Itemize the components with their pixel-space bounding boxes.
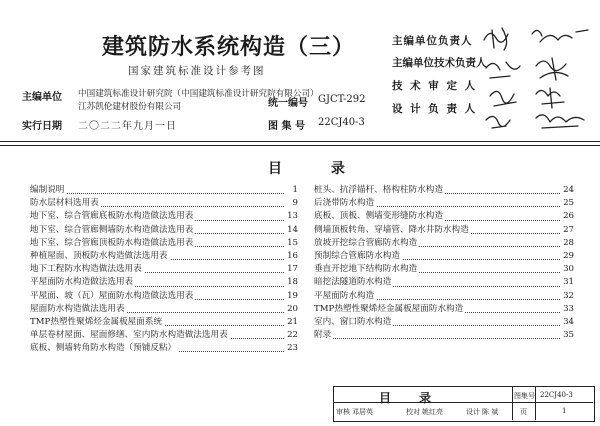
date-value: 二〇二二年九月一日	[78, 121, 177, 132]
toc-entry-title: 侧墙顶板转角、穿墙管、降水井防水构造	[314, 224, 469, 235]
toc-entry-title: 种植屋面、顶板防水构造做法选用表	[30, 250, 168, 261]
toc-entry	[314, 237, 574, 250]
toc-entry-title: 单层卷材屋面、屋面修缮、室内防水构造做法选用表	[30, 330, 228, 341]
title-block-designer-label: 设计	[466, 408, 480, 416]
title-block-page-value: 1	[562, 407, 567, 415]
toc-entry-page: 28	[561, 237, 574, 250]
toc-entry	[30, 342, 298, 355]
atlas-label: 图 集 号	[268, 121, 305, 132]
chief-unit-line-1: 中国建筑标准设计研究院（中国建筑标准设计研究院有限公司）	[78, 89, 319, 99]
header-divider	[0, 141, 600, 142]
toc-entry-title: 垂直开挖地下结构防水构造	[314, 264, 418, 275]
header-divider-thin	[0, 145, 600, 146]
toc-entry-page: 18	[285, 276, 298, 289]
title-block-checker: 姚红亮	[422, 408, 443, 416]
toc-entry-page: 1	[291, 184, 298, 197]
toc-entry	[314, 329, 574, 342]
toc-entry-page: 34	[561, 316, 574, 329]
toc-entry-title: 室内、窗口防水构造	[314, 316, 392, 327]
atlas-value: 22CJ40-3	[318, 117, 365, 128]
chief-unit-label: 主编单位	[22, 92, 62, 103]
responsible-2: 主编单位技术负责人	[392, 57, 487, 69]
toc-entry-page: 30	[561, 263, 574, 276]
toc-entry	[30, 197, 298, 210]
toc-entry-title: 放坡开挖综合管廊防水构造	[314, 237, 418, 248]
title-block-page-label: 页	[520, 408, 527, 416]
title-block-col-2	[535, 386, 536, 420]
title-block-title: 目 录	[379, 391, 444, 405]
toc-entry-title: 地下工程防水构造做法选用表	[30, 264, 142, 275]
toc-entry-page: 35	[561, 329, 574, 342]
toc-entry-title: 预制综合管廊防水构造	[314, 250, 400, 261]
toc-entry-page: 29	[561, 250, 574, 263]
toc-entry-page: 9	[291, 197, 298, 210]
toc-entry-title: 地下室、综合管廊顶板防水构造做法选用表	[30, 237, 194, 248]
toc-entry-page: 22	[285, 329, 298, 342]
title-block-reviewer: 邓居英	[352, 408, 373, 416]
toc-entry-page: 32	[561, 290, 574, 303]
toc-entry-page: 24	[561, 184, 574, 197]
toc-entry-page: 16	[285, 250, 298, 263]
toc-entry-page: 25	[561, 197, 574, 210]
toc-entry-title: 防水层材料选用表	[30, 198, 99, 209]
toc-entry-page: 33	[561, 303, 574, 316]
toc-entry	[314, 316, 574, 329]
toc-left-column	[30, 184, 298, 355]
page-title: 建筑防水系统构造（三）	[102, 35, 356, 60]
title-block-checker-label: 校对	[406, 408, 420, 416]
toc-entry-page: 27	[561, 224, 574, 237]
toc-entry	[30, 276, 298, 289]
toc-entry-title: 地下室、综合管廊底板防水构造做法选用表	[30, 211, 194, 222]
toc-entry-title: 桩头、抗浮锚杆、格构柱防水构造	[314, 185, 443, 195]
toc-entry	[314, 276, 574, 289]
toc-entry	[30, 237, 298, 250]
toc-entry	[30, 250, 298, 263]
toc-entry-page: 26	[561, 210, 574, 223]
page-subtitle: 国家建筑标准设计参考图	[128, 65, 266, 77]
toc-entry-page: 17	[285, 263, 298, 276]
responsible-3: 技 术 审 定 人	[392, 80, 478, 92]
toc-entry	[314, 250, 574, 263]
toc-entry-title: 暗挖法隧道防水构造	[314, 277, 392, 288]
title-block-atlas-label: 图集号	[514, 392, 535, 400]
toc-entry	[30, 303, 298, 316]
toc-entry-page: 20	[285, 303, 298, 316]
toc-entry-title: 地下室、综合管廊侧墙防水构造做法选用表	[30, 224, 194, 235]
code-label: 统一编号	[268, 98, 308, 109]
toc-entry-title: 底板、侧墙转角防水构造（预铺反粘）	[30, 343, 177, 354]
toc-entry-title: TMP热塑性聚烯烃金属板屋面防水构造	[314, 303, 464, 314]
date-label: 实行日期	[22, 121, 62, 132]
toc-entry	[314, 290, 574, 303]
toc-entry	[30, 316, 298, 329]
title-block-reviewer-label: 审核	[336, 408, 350, 416]
toc-entry	[314, 184, 574, 197]
code-value: GJCT-292	[318, 94, 366, 105]
title-block-atlas-value: 22CJ40-3	[540, 391, 573, 399]
chief-unit-line-2: 江苏凯伦建材股份有限公司	[78, 102, 182, 112]
toc-entry	[30, 263, 298, 276]
title-block-col-1	[512, 386, 513, 420]
title-block-designer: 陈 斌	[482, 408, 499, 416]
toc-entry	[314, 197, 574, 210]
toc-entry-title: 编制说明	[30, 185, 65, 195]
toc-leader	[30, 193, 284, 194]
toc-entry-title: 平屋面、坡（瓦）屋面防水构造做法选用表	[30, 290, 194, 301]
toc-entry-page: 15	[285, 237, 298, 250]
toc-entry-page: 31	[561, 276, 574, 289]
toc-entry	[30, 210, 298, 223]
toc-right-column	[314, 184, 574, 342]
responsible-4: 设 计 负 责 人	[392, 103, 478, 115]
toc-entry	[314, 303, 574, 316]
toc-entry	[314, 210, 574, 223]
toc-entry-title: 底板、顶板、侧墙变形缝防水构造	[314, 211, 443, 222]
title-block-row-divider	[333, 402, 593, 403]
toc-entry-page: 21	[285, 316, 298, 329]
responsible-1: 主编单位负责人	[392, 35, 473, 47]
toc-entry-page: 13	[285, 210, 298, 223]
toc-entry	[314, 263, 574, 276]
toc-leader	[314, 338, 560, 339]
toc-entry	[30, 184, 298, 197]
toc-entry-title: 后浇带防水构造	[314, 198, 375, 209]
toc-entry	[30, 329, 298, 342]
toc-entry-page: 14	[285, 224, 298, 237]
toc-entry-page: 19	[285, 290, 298, 303]
toc-entry-title: TMP热塑性聚烯烃金属板屋面系统	[30, 316, 163, 327]
toc-entry	[30, 224, 298, 237]
toc-entry	[30, 290, 298, 303]
toc-heading: 目 录	[268, 161, 367, 177]
toc-entry-title: 平屋面防水构造	[314, 290, 375, 301]
toc-entry-title: 平屋面防水构造做法选用表	[30, 277, 134, 288]
toc-entry-page: 23	[285, 342, 298, 355]
toc-entry	[314, 224, 574, 237]
toc-entry-title: 附录	[314, 330, 332, 341]
toc-entry-title: 屋面防水构造做法选用表	[30, 303, 125, 314]
signature-marks	[480, 22, 595, 134]
